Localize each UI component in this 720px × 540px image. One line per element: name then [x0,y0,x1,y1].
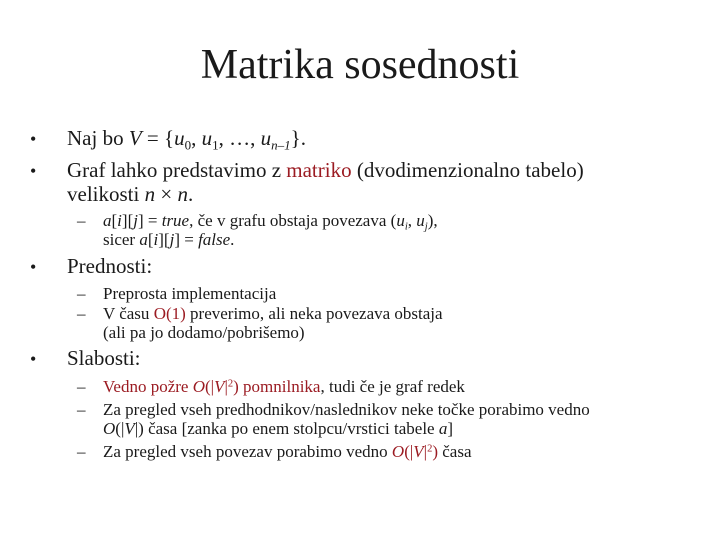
var-n: n [144,182,156,206]
var-u: u [396,211,405,230]
var-v: V [128,126,142,150]
superscript: 2 [227,378,234,390]
advantage-item [77,284,277,303]
bullet-matrix-size [67,182,193,206]
slide-title: Matrika sosednosti [200,42,520,88]
value-true: true [161,211,190,230]
text: [ [147,230,154,249]
bullet-matrix-representation [30,158,584,182]
dash-icon: – [77,284,86,303]
text: }. [290,126,306,150]
text: V času [103,304,154,323]
disadvantage-item [77,442,472,461]
superscript: 2 [427,443,433,455]
bullet-icon: • [30,257,37,277]
times-symbol: × [155,182,178,206]
text: (| [204,377,215,396]
text: ][ [158,230,170,249]
text: ][ [121,211,134,230]
var-v: V [214,377,225,396]
text: (| [115,419,125,438]
subscript: j [424,221,428,233]
text: | [423,442,428,461]
text: , če v grafu obstaja povezava ( [189,211,397,230]
heading-disadvantages: Slabosti: [67,346,141,370]
text: ) [432,442,438,461]
sub-bullet-definition [77,211,438,233]
var-a: a [103,211,112,230]
var-n: n [177,182,188,206]
var-a: a [139,230,148,249]
advantage-item-continued [103,323,305,342]
text: Graf lahko predstavimo z [67,158,287,182]
text: sicer [103,230,140,249]
heading-advantages: Prednosti: [67,254,153,278]
var-i: i [153,230,159,249]
text: Preprosta implementacija [103,284,277,303]
var-j: j [169,230,175,249]
var-o: O [103,419,116,438]
bullet-vertex-set [30,126,306,153]
var-u: u [201,126,213,150]
text: Za pregled vseh povezav porabimo vedno [103,442,392,461]
value-false: false [198,230,231,249]
var-u: u [416,211,425,230]
text: časa [438,442,472,461]
text: = { [141,126,175,150]
text: (ali pa jo dodamo/pobrišemo) [103,323,305,342]
text: ] [447,419,454,438]
var-j: j [133,211,138,230]
dash-icon: – [77,304,86,323]
var-o: O [391,442,405,461]
var-u: u [260,126,272,150]
disadvantage-item-continued [103,419,453,438]
text: preverimo, ali neka povezava obstaja [185,304,443,323]
text: . [230,230,235,249]
highlight-memory [103,377,320,396]
text: Naj bo [67,126,129,150]
subscript: 0 [184,137,192,153]
var-u: u [174,126,185,150]
text: |) časa [zanka po enem stolpcu/vrstici tabele [134,419,439,438]
subscript: i [404,221,408,233]
var-a: a [438,419,448,438]
advantage-item [77,304,443,323]
subscript: n–1 [271,137,291,153]
text: , [191,126,202,150]
dash-icon: – [77,400,86,419]
subscript: 1 [212,137,219,153]
text: velikosti [67,182,145,206]
bullet-disadvantages [30,346,141,370]
text: ] = [174,230,199,249]
text: . [187,182,194,206]
text: Vedno požre [103,377,193,396]
var-v: V [413,442,424,461]
var-i: i [117,211,122,230]
text: ] = [137,211,162,230]
var-v: V [124,419,135,438]
highlight-edges [392,442,438,461]
bullet-icon: • [30,161,37,181]
bullet-advantages [30,254,153,278]
text: , [407,211,417,230]
dash-icon: – [77,377,86,396]
text: (| [404,442,414,461]
sub-bullet-definition-else [103,230,234,249]
text: | [224,377,228,396]
dash-icon: – [77,211,86,230]
bullet-icon: • [30,349,37,369]
text: [ [111,211,118,230]
var-o: O [192,377,205,396]
text: (dvodimenzionalno tabelo) [351,158,584,182]
disadvantage-item [77,400,590,419]
text: Za pregled vseh predhodnikov/naslednikov neke točke porabimo vedno [103,400,590,419]
bullet-icon: • [30,129,37,149]
text: ) pomnilnika [233,377,321,396]
text: ), [427,211,438,230]
text: , …, [218,126,261,150]
text: , tudi če je graf redek [320,377,465,396]
highlight-o1: O(1) [153,304,186,323]
dash-icon: – [77,442,86,461]
highlight-matriko: matriko [286,158,352,182]
disadvantage-item [77,377,465,396]
